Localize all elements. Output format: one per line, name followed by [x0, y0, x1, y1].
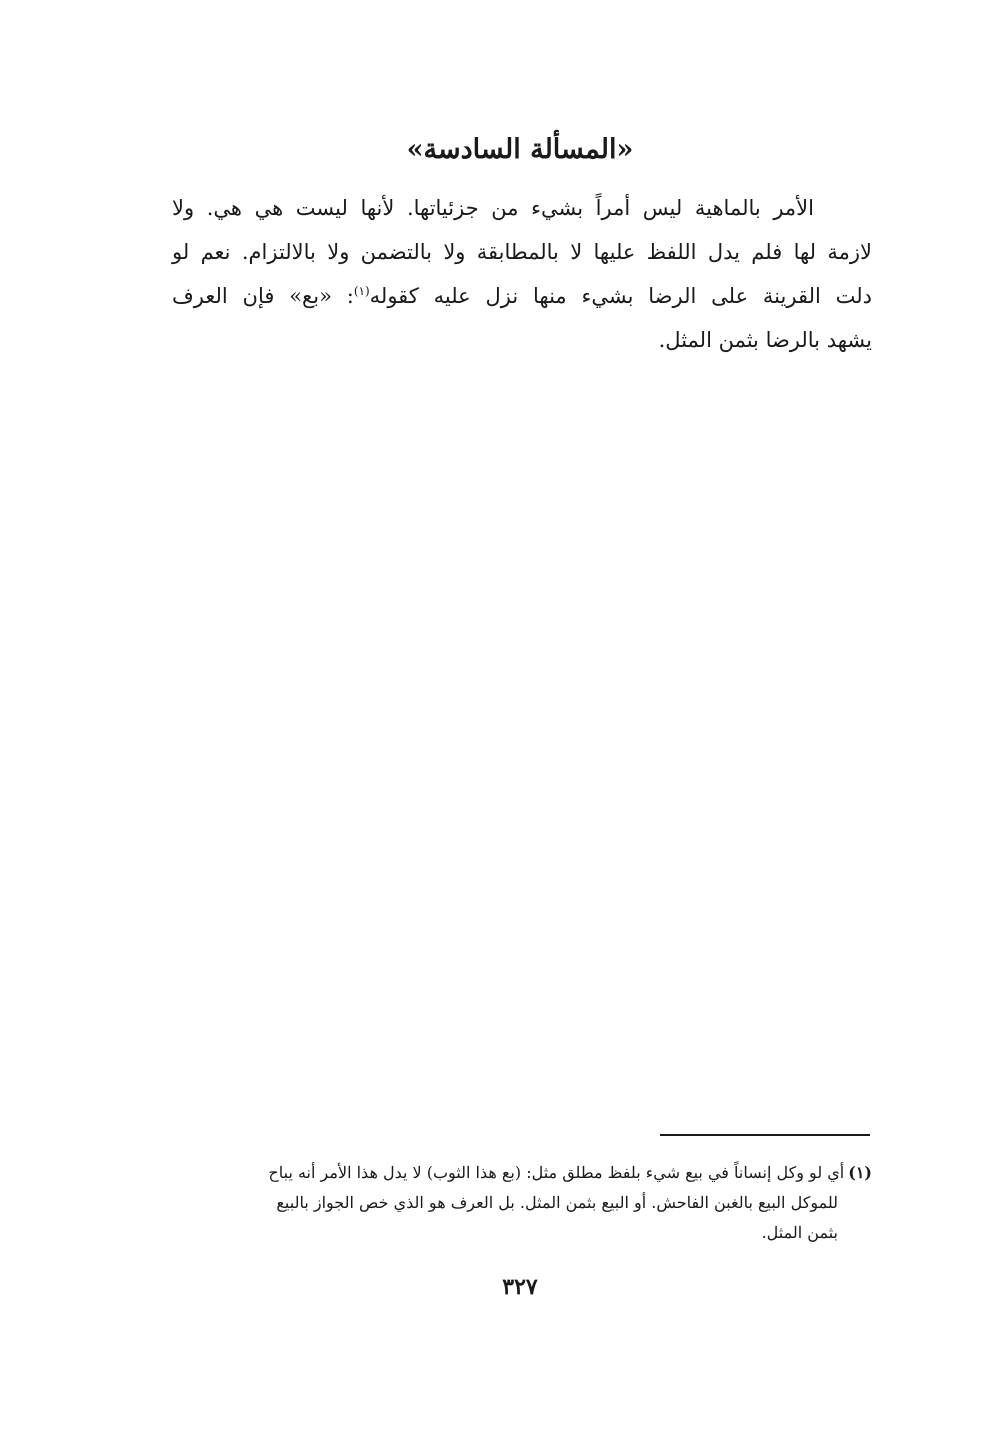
- footnote-reference[interactable]: (١): [353, 284, 370, 298]
- body-line-1: الأمر بالماهية ليس أمراً بشيء من جزئياتها. لأنها ليست هي هي. ولا: [172, 196, 814, 220]
- page-number: ٣٢٧: [502, 1274, 538, 1300]
- body-line-2: لازمة لها فلم يدل اللفظ عليها لا بالمطابقة ولا بالتضمن ولا بالالتزام. نعم لو: [172, 240, 872, 264]
- body-line-4: يشهد بالرضا بثمن المثل.: [658, 328, 872, 352]
- body-line-3: [172, 274, 872, 318]
- footnote-marker: (١): [848, 1163, 872, 1182]
- footnote: [172, 1158, 872, 1248]
- footnote-divider: [660, 1134, 870, 1136]
- body-line-3-text: دلت القرينة على الرضا بشيء منها نزل عليه كقوله: [369, 284, 872, 308]
- section-heading: «المسألة السادسة»: [406, 134, 634, 165]
- footnote-line-1: [172, 1158, 872, 1188]
- footnote-line-3: بثمن المثل.: [761, 1223, 838, 1242]
- body-paragraph: [172, 186, 872, 362]
- footnote-line-2: للموكل البيع بالغبن الفاحش. أو البيع بثمن المثل. بل العرف هو الذي خص الجواز بالبيع: [276, 1193, 838, 1212]
- body-line-3-tail: : «بع» فإن العرف: [172, 284, 354, 308]
- footnote-text-1: أي لو وكل إنساناً في بيع شيء بلفظ مطلق مثل: (بع هذا الثوب) لا يدل هذا الأمر أنه يباح: [268, 1163, 845, 1182]
